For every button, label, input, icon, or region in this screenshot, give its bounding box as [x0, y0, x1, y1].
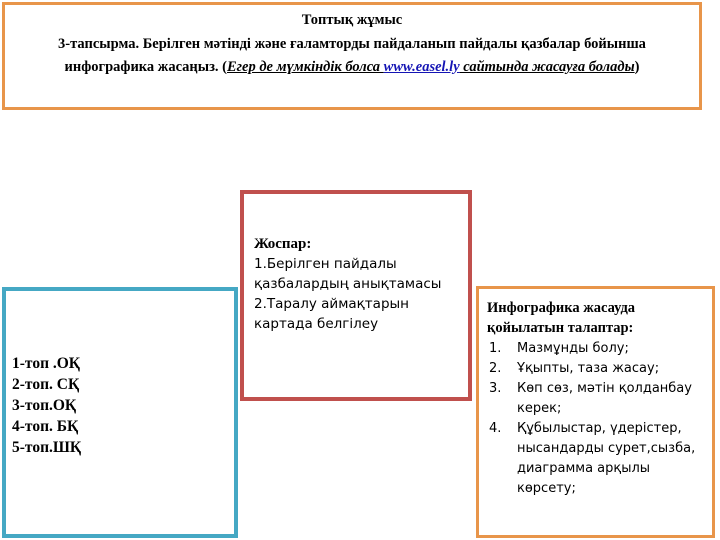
requirement-number: 1. [489, 341, 502, 356]
plan-list-item: картада белгілеу [254, 316, 379, 332]
plan-list-item: 1.Берілген пайдалы [254, 256, 397, 272]
task-note-before-link: Егер де мүмкіндік болса [227, 59, 384, 75]
group-list-item: 2-топ. СҚ [12, 376, 80, 393]
task-statement-text: 3-тапсырма. Берілген мәтінді және ғаламторды пайдаланып пайдалы қазбалар бойынша инфографика жасаңыз. ( [58, 36, 646, 75]
plan-text-box [240, 190, 472, 401]
group-list-item: 5-топ.ШҚ [12, 439, 82, 456]
requirement-list-item [487, 379, 706, 419]
requirements-title-line1: Инфографика жасауда [487, 300, 636, 316]
requirement-number: 3. [489, 381, 502, 396]
group-list-item: 3-топ.ОҚ [12, 397, 77, 414]
requirements-list [487, 339, 706, 499]
requirement-list-item [487, 339, 706, 359]
groups-list [12, 353, 81, 458]
plan-list [254, 254, 458, 334]
plan-list-item: қазбалардың анықтамасы [254, 276, 442, 292]
group-list-item: 4-топ. БҚ [12, 418, 79, 435]
groups-text-box [2, 287, 238, 538]
slide-title: Топтық жұмыс [301, 12, 403, 28]
requirement-list-item [487, 419, 706, 499]
requirement-text: Мазмұнды болу; [517, 341, 629, 356]
group-list-item: 1-топ .ОҚ [12, 355, 81, 372]
requirements-title-line2: қойылатын талаптар: [487, 320, 634, 336]
task-note-after-link: сайтында жасауға болады [459, 59, 635, 75]
requirement-number: 2. [489, 361, 502, 376]
plan-title: Жоспар: [254, 236, 312, 252]
requirements-text-box [476, 286, 715, 538]
task-statement-suffix: ) [634, 59, 640, 75]
requirement-number: 4. [489, 421, 502, 436]
requirement-text: Ұқыпты, таза жасау; [517, 361, 660, 376]
requirement-text: Көп сөз, мәтін қолданбау керек; [517, 381, 692, 416]
header-text-box [2, 2, 702, 110]
easel-ly-link[interactable]: www.easel.ly [383, 59, 460, 75]
requirement-text: Құбылыстар, үдерістер, нысандарды сурет,сызба, диаграмма арқылы көрсету; [517, 421, 696, 496]
task-statement [19, 33, 685, 79]
requirement-list-item [487, 359, 706, 379]
plan-list-item: 2.Таралу аймақтарын [254, 296, 409, 312]
